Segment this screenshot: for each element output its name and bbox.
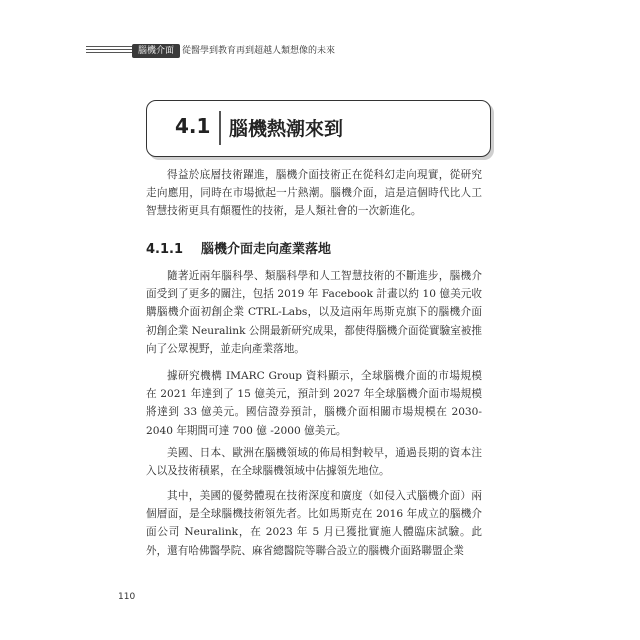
body-paragraph-1: 隨著近兩年腦科學、類腦科學和人工智慧技術的不斷進步，腦機介面受到了更多的關注，包括 2019 年 Facebook 計畫以約 10 億美元收購腦機介面初創企業 CTRL-Labs，以及這兩年馬斯克旗下的腦機介面初創企業 Neuralink 公開最新研究成果，都使得腦機介面從實驗室被推向了公眾視野，並走向產業落地。	[146, 270, 482, 355]
chapter-number: 4.1	[175, 114, 211, 138]
section-heading	[146, 238, 331, 257]
body-paragraph-2: 據研究機構 IMARC Group 資料顯示，全球腦機介面的市場規模在 2021 年達到了 15 億美元，預計到 2027 年全球腦機介面市場規模將達到 33 億美元。國信證券預計，腦機介面相關市場規模在 2030-2040 年期間可達 700 億 -2000 億美元。	[146, 370, 482, 437]
section-title: 腦機介面走向產業落地	[201, 242, 332, 257]
header-rule-lines	[86, 46, 132, 56]
section-number: 4.1.1	[146, 242, 184, 257]
page-number: 110	[118, 592, 136, 602]
chapter-separator	[219, 111, 221, 145]
chapter-title: 腦機熱潮來到	[229, 118, 344, 140]
running-header	[86, 44, 506, 58]
body-paragraph-3: 美國、日本、歐洲在腦機領域的佈局相對較早，通過長期的資本注入以及技術積累，在全球腦機領域中佔據領先地位。	[146, 447, 482, 478]
body-paragraph-4: 其中，美國的優勢體現在技術深度和廣度（如侵入式腦機介面）兩個層面，是全球腦機技術領先者。比如馬斯克在 2016 年成立的腦機介面公司 Neuralink，在 2023 年 5 月已獲批實施人體臨床試驗。此外，還有哈佛醫學院、麻省總醫院等聯合設立的腦機介面路聯盟企業	[146, 490, 482, 557]
intro-paragraph: 得益於底層技術躍進，腦機介面技術正在從科幻走向現實，從研究走向應用，同時在市場掀起一片熱潮。腦機介面，這是這個時代比人工智慧技術更具有顛覆性的技術，是人類社會的一次新進化。	[146, 169, 482, 218]
header-chapter-badge: 腦機介面	[132, 44, 180, 58]
header-subtitle: 從醫學到教育再到超越人類想像的未來	[182, 46, 336, 56]
chapter-title-box	[146, 100, 491, 157]
